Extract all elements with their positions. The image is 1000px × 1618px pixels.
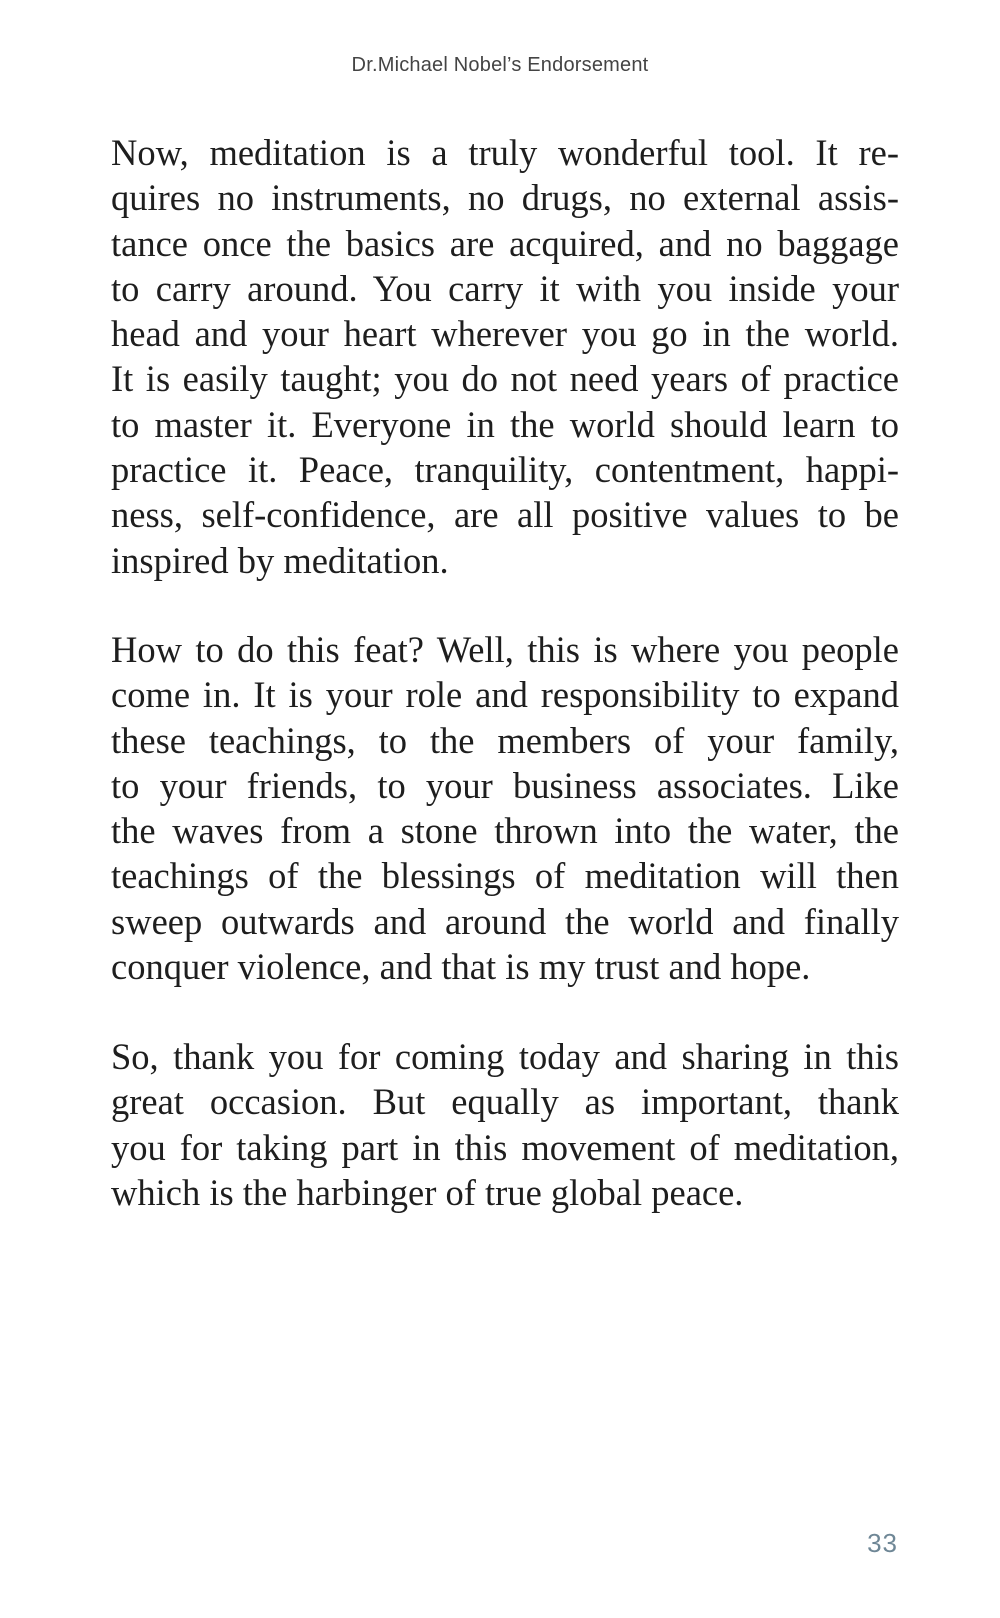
text-line: tance once the basics are acquired, and no baggage xyxy=(111,222,899,264)
text-line: How to do this feat? Well, this is where you people xyxy=(111,629,899,670)
text-line: to master it. Everyone in the world should learn to xyxy=(111,403,899,445)
text-line: It is easily taught; you do not need years of practice xyxy=(111,358,899,400)
text-line: great occasion. But equally as important, thank xyxy=(111,1081,899,1123)
text-line: Now, meditation is a truly wonderful tool. It re- xyxy=(111,132,899,173)
text-line: come in. It is your role and responsibility to expand xyxy=(111,674,899,716)
text-line: quires no instruments, no drugs, no external assis- xyxy=(111,177,899,219)
text-line: conquer violence, and that is my trust and hope. xyxy=(111,946,811,988)
text-line: teachings of the blessings of meditation will then xyxy=(111,855,899,897)
text-line: head and your heart wherever you go in the world. xyxy=(111,313,899,355)
text-line: to your friends, to your business associates. Like xyxy=(111,764,899,806)
text-line: inspired by meditation. xyxy=(111,539,449,581)
text-line: you for taking part in this movement of meditation, xyxy=(111,1126,899,1168)
text-line: ness, self-confidence, are all positive values to be xyxy=(111,494,899,536)
running-header: Dr.Michael Nobel’s Endorsement xyxy=(351,54,649,76)
text-line: the waves from a stone thrown into the water, the xyxy=(111,810,899,852)
page-number: 33 xyxy=(867,1528,898,1558)
paragraph-2 xyxy=(111,627,899,989)
text-line: these teachings, to the members of your family, xyxy=(111,719,899,761)
text-line: to carry around. You carry it with you inside your xyxy=(111,267,899,309)
text-line: practice it. Peace, tranquility, contentment, happi- xyxy=(111,449,899,491)
text-line: which is the harbinger of true global peace. xyxy=(111,1171,744,1213)
paragraph-3 xyxy=(111,1034,899,1215)
text-line: sweep outwards and around the world and finally xyxy=(111,900,899,942)
paragraph-1 xyxy=(111,130,899,583)
text-line: So, thank you for coming today and sharing in this xyxy=(111,1036,899,1077)
